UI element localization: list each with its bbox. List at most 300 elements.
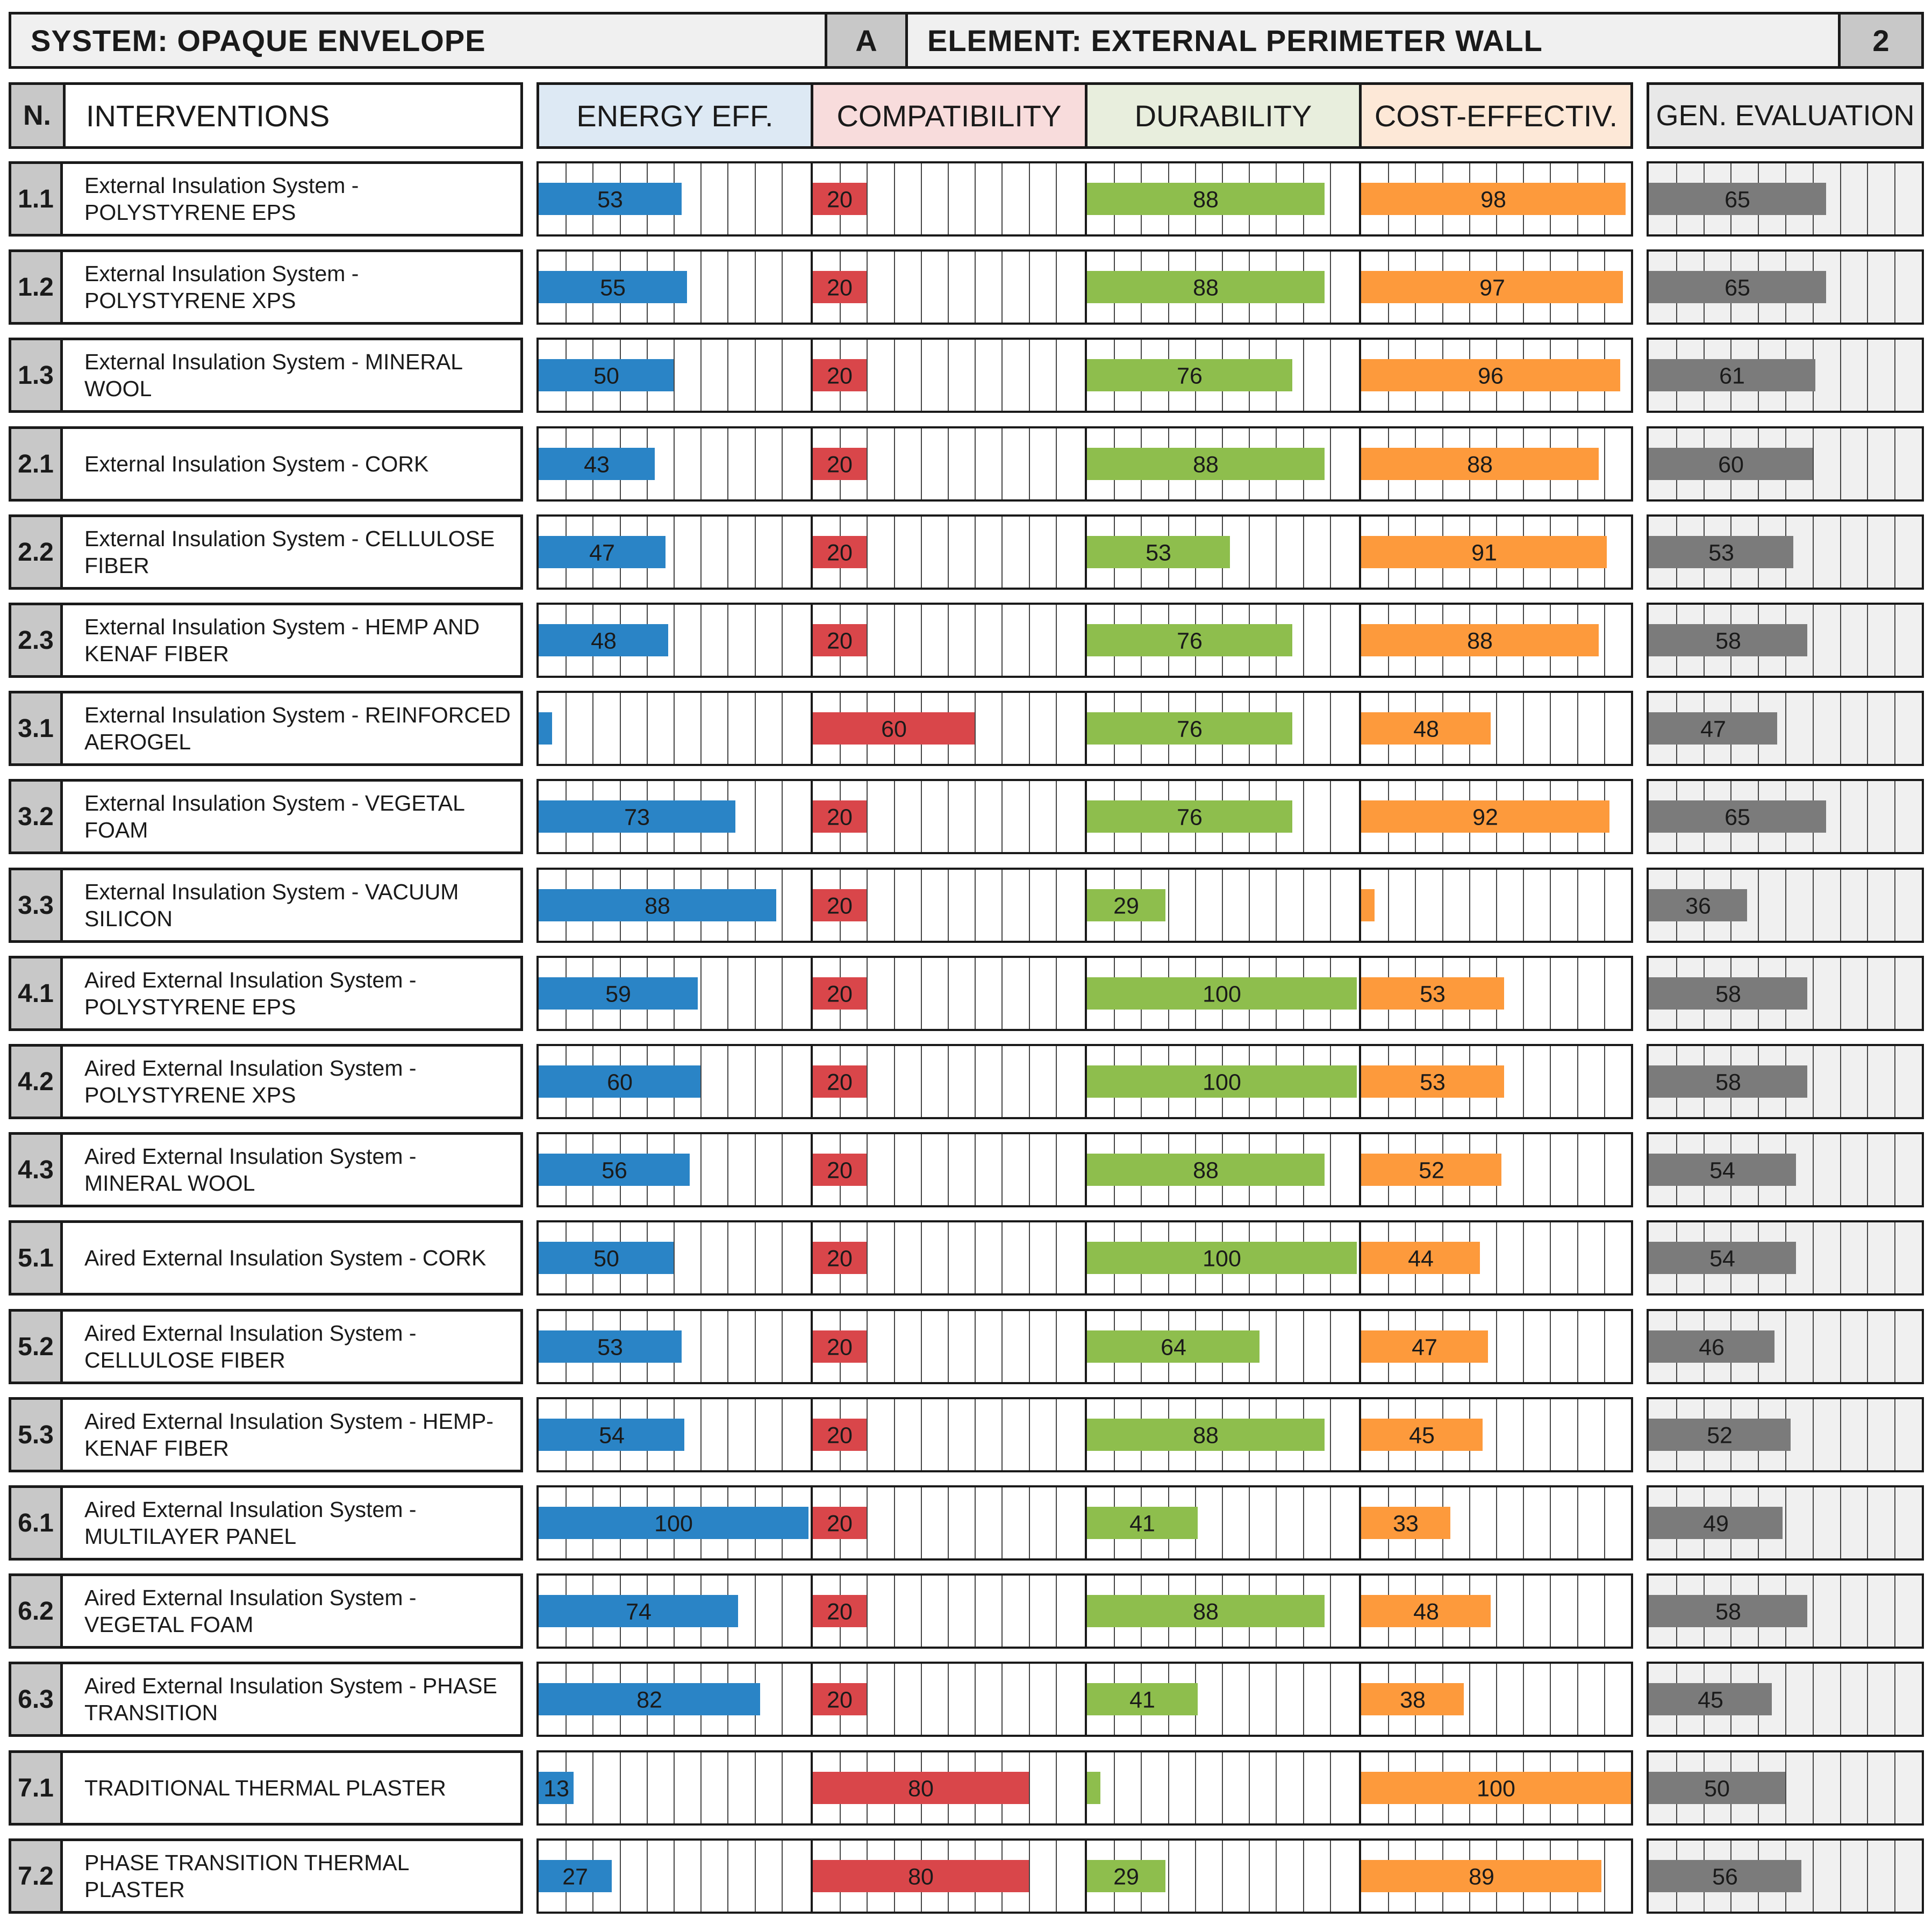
value-label-cost: 88 [1467,628,1493,654]
grid-line [975,1222,976,1293]
bar-cell-energy [536,1485,813,1561]
value-label-energy: 43 [584,452,610,478]
bar-cell-cost [1359,1838,1633,1914]
bar-cell-energy [536,1220,813,1296]
grid-line [867,517,868,588]
grid-line [1523,958,1524,1029]
grid-line [1840,163,1841,234]
grid-line [921,428,922,499]
grid-line [1894,1134,1895,1205]
grid-line [1867,870,1868,941]
value-label-durability: 88 [1193,1599,1219,1625]
grid-line [1604,693,1605,764]
grid-line [1604,1664,1605,1735]
grid-line [727,517,728,588]
grid-line [755,163,756,234]
system-title: SYSTEM: OPAQUE ENVELOPE [9,12,827,69]
grid-line [1056,870,1057,941]
grid-line [1029,605,1030,676]
grid-line [1867,1576,1868,1647]
grid-line [948,1222,949,1293]
value-label-energy: 53 [597,1334,623,1361]
grid-line [1056,1576,1057,1647]
grid-line [1813,693,1814,764]
grid-line [1056,340,1057,411]
grid-line [975,340,976,411]
bar-cell-durability [1085,1309,1361,1384]
grid-line [1550,1576,1551,1647]
grid-line [1029,958,1030,1029]
bar-cell-general [1647,1132,1924,1207]
grid-line [948,1399,949,1470]
grid-line [975,1046,976,1117]
grid-line [755,1841,756,1912]
bar-cell-cost [1359,249,1633,325]
grid-line [1813,1046,1814,1117]
grid-line [1330,1311,1331,1382]
grid-line [1604,1311,1605,1382]
grid-line [1001,605,1003,676]
value-label-general: 56 [1712,1864,1738,1890]
grid-line [1330,1576,1331,1647]
grid-line [782,958,783,1029]
grid-line [1469,1487,1470,1558]
grid-line [1056,1487,1057,1558]
bar-cell-compatibility [811,868,1087,943]
grid-line [894,958,895,1029]
value-label-durability: 76 [1177,716,1203,742]
grid-line [782,781,783,852]
grid-line [782,1311,783,1382]
value-label-cost: 96 [1478,363,1504,389]
bar-cell-durability [1085,1485,1361,1561]
value-label-general: 46 [1699,1334,1725,1361]
bar-cell-energy [536,1750,813,1826]
grid-line [1029,1222,1030,1293]
bar-cell-compatibility [811,1044,1087,1119]
bar-cell-general [1647,514,1924,590]
grid-line [1894,1311,1895,1382]
value-label-compatibility: 80 [908,1776,934,1802]
grid-line [1001,1311,1003,1382]
bar-cell-energy [536,514,813,590]
grid-line [674,1841,675,1912]
grid-line [1496,1664,1497,1735]
value-label-general: 49 [1703,1511,1729,1537]
bar-cell-energy [536,1044,813,1119]
bar-cell-durability [1085,1220,1361,1296]
header-compatibility: COMPATIBILITY [811,82,1087,149]
grid-line [1276,1752,1277,1823]
grid-line [1303,1487,1304,1558]
bar-cell-energy [536,779,813,854]
bar-cell-durability [1085,868,1361,943]
grid-line [782,340,783,411]
grid-line [1894,252,1895,323]
table-row [9,779,523,854]
bar-cell-cost [1359,1750,1633,1826]
value-label-energy: 50 [593,363,619,389]
table-row [9,514,523,590]
grid-line [1840,428,1841,499]
value-label-energy: 50 [593,1246,619,1272]
grid-line [1523,1576,1524,1647]
grid-line [867,1222,868,1293]
grid-line [1813,517,1814,588]
grid-line [921,1311,922,1382]
table-row [9,1750,523,1826]
grid-line [1222,1487,1223,1558]
value-label-energy: 47 [589,540,615,566]
table-row [9,161,523,237]
intervention-label: External Insulation System - CELLULOSE FIBER [84,526,495,578]
value-label-general: 65 [1725,804,1750,831]
grid-line [1056,1841,1057,1912]
intervention-label: External Insulation System - POLYSTYRENE EPS [84,173,359,225]
value-label-durability: 76 [1177,804,1203,831]
grid-line [1056,781,1057,852]
grid-line [674,340,675,411]
grid-line [782,1576,783,1647]
bar-cell-durability [1085,1132,1361,1207]
grid-line [1604,1046,1605,1117]
grid-line [1550,693,1551,764]
grid-line [1330,605,1331,676]
value-label-cost: 98 [1480,187,1506,213]
grid-line [1056,163,1057,234]
grid-line [1056,1222,1057,1293]
grid-line [1604,1576,1605,1647]
grid-line [1758,870,1759,941]
grid-line [700,1841,702,1912]
grid-line [1029,1046,1030,1117]
grid-line [1867,340,1868,411]
bar-cell-cost [1359,1309,1633,1384]
grid-line [1577,1399,1578,1470]
bar-cell-compatibility [811,514,1087,590]
grid-line [948,340,949,411]
grid-line [975,1399,976,1470]
grid-line [1330,517,1331,588]
grid-line [1785,1487,1786,1558]
value-label-cost: 48 [1413,716,1439,742]
grid-line [894,1311,895,1382]
row-number: 2.2 [11,517,63,587]
bar-cell-durability [1085,514,1361,590]
grid-line [1001,1046,1003,1117]
grid-line [921,605,922,676]
grid-line [1001,1664,1003,1735]
intervention-label: External Insulation System - CORK [84,452,429,476]
grid-line [1496,870,1497,941]
grid-line [1867,1311,1868,1382]
value-label-general: 58 [1715,628,1741,654]
grid-line [566,693,567,764]
grid-line [1303,1841,1304,1912]
bar-cell-durability [1085,1838,1361,1914]
grid-line [755,781,756,852]
value-label-cost: 53 [1420,981,1446,1007]
value-label-cost: 48 [1413,1599,1439,1625]
grid-line [1222,1841,1223,1912]
bar-cell-energy [536,691,813,766]
value-label-general: 52 [1707,1422,1733,1449]
grid-line [1813,958,1814,1029]
grid-line [755,1046,756,1117]
bar-cell-cost [1359,1662,1633,1737]
grid-line [1867,781,1868,852]
grid-line [1785,693,1786,764]
grid-line [948,163,949,234]
grid-line [1867,1752,1868,1823]
grid-line [894,1576,895,1647]
grid-line [1168,1752,1169,1823]
grid-line [1114,1752,1115,1823]
bar-cell-compatibility [811,338,1087,413]
grid-line [1604,1487,1605,1558]
bar-cell-energy [536,1309,813,1384]
grid-line [1867,605,1868,676]
grid-line [975,693,976,764]
bar-cell-energy [536,338,813,413]
grid-line [700,1046,702,1117]
grid-line [727,252,728,323]
value-label-compatibility: 20 [827,893,853,919]
element-title: ELEMENT: EXTERNAL PERIMETER WALL [905,12,1841,69]
row-number: 4.2 [11,1047,63,1117]
grid-line [1523,693,1524,764]
grid-line [1029,1399,1030,1470]
grid-line [1330,428,1331,499]
grid-line [1276,1841,1277,1912]
grid-line [1894,605,1895,676]
value-label-compatibility: 20 [827,804,853,831]
grid-line [1330,1841,1331,1912]
grid-line [1056,428,1057,499]
bar-cell-durability [1085,956,1361,1031]
grid-line [700,1134,702,1205]
bar-cell-general [1647,691,1924,766]
grid-line [921,1664,922,1735]
grid-line [1330,781,1331,852]
grid-line [1840,1399,1841,1470]
value-label-energy: 13 [543,1776,569,1802]
grid-line [1550,1664,1551,1735]
grid-line [1840,252,1841,323]
grid-line [1604,958,1605,1029]
value-label-general: 60 [1718,452,1744,478]
value-label-energy: 59 [605,981,631,1007]
grid-line [1523,1046,1524,1117]
value-label-durability: 41 [1129,1687,1155,1713]
bar-cell-general [1647,1573,1924,1649]
grid-line [948,252,949,323]
grid-line [727,958,728,1029]
grid-line [1894,340,1895,411]
value-label-energy: 56 [602,1157,627,1184]
grid-line [921,958,922,1029]
value-label-cost: 52 [1419,1157,1444,1184]
grid-line [755,605,756,676]
grid-line [1840,693,1841,764]
bar-cell-energy [536,1838,813,1914]
bar-cell-cost [1359,1220,1633,1296]
grid-line [1894,1752,1895,1823]
bar-cell-cost [1359,603,1633,678]
value-label-durability: 88 [1193,187,1219,213]
table-row [9,1309,523,1384]
table-row [9,426,523,502]
grid-line [1894,163,1895,234]
value-label-cost: 47 [1412,1334,1437,1361]
grid-line [755,340,756,411]
bar-cell-energy [536,1573,813,1649]
value-label-energy: 55 [600,275,626,301]
bar-cell-energy [536,161,813,237]
grid-line [1222,870,1223,941]
intervention-label: External Insulation System - HEMP AND KENAF FIBER [84,614,480,666]
num-header: N. [9,82,66,149]
bar-cell-cost [1359,161,1633,237]
grid-line [1330,1752,1331,1823]
grid-line [1550,1222,1551,1293]
grid-line [1840,605,1841,676]
grid-line [948,1134,949,1205]
grid-line [975,605,976,676]
grid-line [1249,1664,1250,1735]
value-label-compatibility: 20 [827,981,853,1007]
grid-line [1303,1752,1304,1823]
grid-line [867,605,868,676]
grid-line [727,1841,728,1912]
grid-line [894,252,895,323]
grid-line [1029,252,1030,323]
grid-line [948,1664,949,1735]
grid-line [592,693,593,764]
value-label-compatibility: 20 [827,540,853,566]
bar-cell-general [1647,161,1924,237]
intervention-label: Aired External Insulation System - MINERAL WOOL [84,1144,417,1196]
grid-line [1840,517,1841,588]
value-label-compatibility: 20 [827,1157,853,1184]
grid-line [1056,517,1057,588]
value-label-general: 61 [1719,363,1745,389]
grid-line [867,781,868,852]
grid-line [1056,693,1057,764]
grid-line [1840,1311,1841,1382]
value-label-compatibility: 20 [827,1687,853,1713]
value-label-cost: 100 [1477,1776,1515,1802]
grid-line [1604,1134,1605,1205]
row-number: 1.2 [11,252,63,322]
grid-line [1785,1752,1786,1823]
intervention-label: External Insulation System - VACUUM SILICON [84,879,459,931]
grid-line [1813,1399,1814,1470]
table-row [9,1132,523,1207]
grid-line [921,1046,922,1117]
grid-line [755,252,756,323]
grid-line [975,163,976,234]
grid-line [1840,1046,1841,1117]
grid-line [1550,870,1551,941]
grid-line [620,693,621,764]
table-row [9,338,523,413]
grid-line [1894,870,1895,941]
grid-line [782,693,783,764]
element-code: 2 [1838,12,1924,69]
grid-line [727,163,728,234]
grid-line [674,428,675,499]
grid-line [1029,1487,1030,1558]
grid-line [674,1752,675,1823]
grid-line [1813,1222,1814,1293]
grid-line [782,1222,783,1293]
grid-line [1001,428,1003,499]
bar-cell-cost [1359,338,1633,413]
grid-line [1894,1222,1895,1293]
grid-line [948,605,949,676]
intervention-label: Aired External Insulation System - CORK [84,1246,486,1270]
grid-line [867,428,868,499]
interventions-header: INTERVENTIONS [63,82,523,149]
grid-line [1840,1222,1841,1293]
grid-line [948,517,949,588]
header-cost: COST-EFFECTIV. [1359,82,1633,149]
value-label-general: 65 [1725,275,1750,301]
grid-line [867,1046,868,1117]
grid-line [1840,1752,1841,1823]
grid-line [948,1311,949,1382]
grid-line [727,1311,728,1382]
value-label-energy: 60 [607,1069,633,1096]
bar-cell-compatibility [811,1573,1087,1649]
grid-line [727,693,728,764]
bar-cell-durability [1085,249,1361,325]
value-label-cost: 45 [1409,1422,1435,1449]
grid-line [1001,252,1003,323]
grid-line [1785,1664,1786,1735]
bar-cell-general [1647,1044,1924,1119]
grid-line [1550,1046,1551,1117]
grid-line [755,1576,756,1647]
value-label-compatibility: 20 [827,1599,853,1625]
grid-line [1577,1134,1578,1205]
grid-line [921,1487,922,1558]
bar-cell-general [1647,956,1924,1031]
grid-line [1604,870,1605,941]
grid-line [1469,1664,1470,1735]
grid-line [1056,958,1057,1029]
grid-line [1604,605,1605,676]
value-label-compatibility: 20 [827,1069,853,1096]
row-number: 6.3 [11,1664,63,1734]
value-label-general: 54 [1709,1246,1735,1272]
row-number: 3.1 [11,693,63,763]
value-label-durability: 64 [1161,1334,1186,1361]
grid-line [1249,1487,1250,1558]
grid-line [1894,693,1895,764]
value-label-compatibility: 20 [827,1246,853,1272]
bar-cell-durability [1085,426,1361,502]
table-row [9,1485,523,1561]
grid-line [921,1399,922,1470]
row-number: 3.3 [11,870,63,940]
grid-line [1813,1134,1814,1205]
grid-line [1330,340,1331,411]
grid-line [1001,870,1003,941]
grid-line [1577,1576,1578,1647]
grid-line [894,605,895,676]
